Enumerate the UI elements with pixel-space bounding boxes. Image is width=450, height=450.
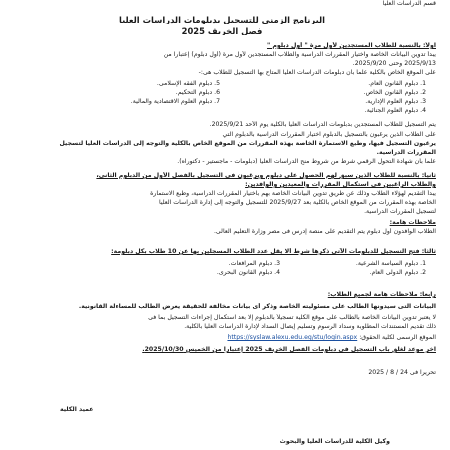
list-item: 4. دبلوم القانون البحرى.	[216, 269, 280, 276]
section4-note1: البيانات التى سيدونها الطالب على مسئوليته الخاصة وذكر أى بيانات مخالفة للحقيقة يعرض الطالب للمساءلة القانونية.	[78, 303, 436, 310]
vice-dean-signature-label: وكيل الكلية للدراسات العليا والبحوث	[279, 438, 390, 445]
issue-date: تحريراً فى 24 / 8 / 2025	[368, 369, 436, 376]
section1-heading: اولاً: بالنسبة للطلاب المستجدين لأول مرة " أول دبلوم "	[266, 42, 436, 49]
section2-heading-line1: ثانياً: بالنسبة للطلاب الذين سبق لهم الحصول على دبلوم ويرغبون فى التسجيل بالفصل الأول من الدبلوم الثانى،	[96, 172, 436, 179]
list-item: 1. دبلوم القانون العام.	[368, 80, 426, 87]
department-label: قسم الدراسات العليا	[382, 0, 436, 7]
section1-bullet2-line2: يرغبون التسجيل فيها، وطبع الاستمارة الخاصة بهذه المقررات من الموقع الخاص بالكلية والتوجه إلى الدراسات العليا لتسجيل	[59, 140, 436, 147]
website-label: الموقع الرسمى لكلية الحقوق:	[359, 334, 436, 341]
section2-heading-line2: والطلاب الراغبين فى استكمال المقررات والمعيدين والوافدين:	[245, 181, 436, 188]
list-item: 6. دبلوم التحكيم.	[175, 89, 220, 96]
section2-paragraph-line1: يبدأ التقديم لهؤلاء الطلاب وذلك عن طريق تدوين البيانات الخاصة بهم باختيار المقررات الدراسية، وطبع الاستمارة	[150, 190, 436, 197]
list-item: 2. دبلوم الدولى العام.	[369, 269, 426, 276]
section1-bullet2-line3: المقررات الدراسية.	[376, 149, 436, 156]
section4-note2-line1: لا يعتبر تدوين البيانات الخاصة بالطالب على موقع الكلية تسجيلاً بالدبلوم إلا بعد استكمال إجراءات التسجيل بما فى	[148, 314, 436, 321]
registration-deadline: آخر موعد لغلق باب التسجيل فى دبلومات الفصل الخريف 2025 إعتباراً من الخميس 2025/10/30.	[142, 346, 436, 353]
section2-note: الطلاب الوافدون أول دبلوم يتم التقديم على منصة إدرس فى مصر وزارة التعليم العالى.	[213, 228, 436, 235]
section3-heading: ثالثاً: فتح التسجيل للدبلومات الآتى ذكرها شرط ألا يقل عدد الطلاب المسجلين بها عن 10 طلاب بكل دبلومة:	[111, 248, 436, 255]
list-item: 2. دبلوم القانون الخاص.	[363, 89, 426, 96]
section4-website-row	[8, 334, 436, 342]
dean-signature-label: عميد الكلية	[60, 406, 94, 413]
section2-paragraph-line3: لتسجيل المقررات الدراسية.	[364, 208, 436, 215]
document-title: البرنامج الزمنى للتسجيل بدبلومات الدراسات العليا	[118, 16, 326, 24]
list-item: 5. دبلوم الفقه الإسلامى.	[156, 80, 220, 87]
list-item: 4. دبلوم العلوم الجنائية.	[364, 107, 426, 114]
section4-heading: رابعاً: ملاحظات هامة لجميع الطلاب:	[327, 291, 436, 298]
list-item: 1. دبلوم السياسة الشرعية.	[355, 260, 426, 267]
section1-bullet2-line1: على الطلاب الذين يرغبون بالتسجيل بالدبلوم اختيار المقررات الدراسية بالدبلوم التي	[222, 131, 436, 138]
semester-title: فصل الخريف 2025	[181, 27, 263, 35]
list-item: 3. دبلوم العلوم الإدارية.	[365, 98, 426, 105]
list-item: 7. دبلوم العلوم الاقتصادية والمالية.	[130, 98, 220, 105]
section1-diplomas-intro: على الموقع الخاص بالكلية علماً بأن دبلومات الدراسات العليا المتاح بها التسجيل للطلاب هى:-	[198, 69, 436, 76]
section1-paragraph: يبدأ تدوين البيانات الخاصة واختيار المقررات الدراسية والطلاب المستجدين لأول مرة (أول دبلوم) إعتباراً من	[163, 51, 436, 58]
website-link[interactable]: https://syslaw.alexu.edu.eg/stu/login.aspx	[227, 334, 358, 341]
list-item: 3. دبلوم المرافعات.	[228, 260, 280, 267]
section1-bullet3: علماً بأن شهادة التحول الرقمي شرط من شروط منح الدراسات العليا (دبلومات - ماجستير - دكتوراه).	[177, 158, 436, 165]
section2-paragraph-line2: الخاصة بهذه المقررات من الموقع الخاص بالكلية بعد 2025/9/27 للتسجيل والتوجه إلى إدارة الدراسات العليا	[158, 199, 436, 206]
section1-bullet1: يتم التسجيل للطلاب المستجدين بدبلومات الدراسات العليا بالكلية يوم الأحد 2025/9/21.	[209, 121, 436, 128]
section1-dates: 2025/9/13 وحتى 2025/9/20.	[352, 60, 436, 67]
section4-note2-line2: ذلك تقديم المستندات المطلوبة وسداد الرسوم وتسليم إيصال السداد لإدارة الدراسات العليا بالكلية.	[184, 323, 436, 330]
section2-notes-label: ملاحظات هامة:	[389, 219, 436, 226]
